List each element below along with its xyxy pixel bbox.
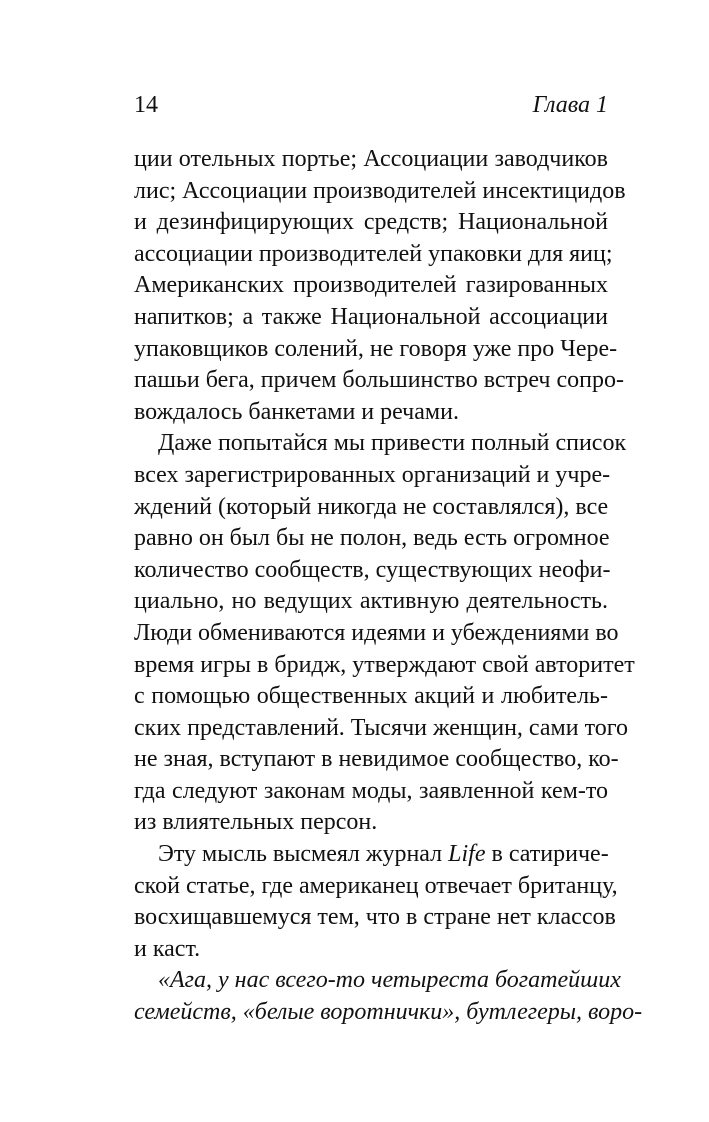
text-line: количество сообществ, существующих неофи- [134, 556, 611, 583]
page-header [134, 88, 608, 122]
text-line: восхищавшемуся тем, что в стране нет классов [134, 904, 616, 931]
text-line: ждений (который никогда не составлялся), все [134, 493, 609, 520]
text-line: ции отельных портье; Ассоциации заводчиков [134, 146, 608, 172]
text-segment: Эту мысль высмеял журнал [158, 841, 449, 868]
text-line: из влиятельных персон. [134, 809, 378, 836]
text-line: упаковщиков солений, не говоря уже про Чере- [134, 335, 618, 362]
text-line: и дезинфицирующих средств; Национальной [134, 209, 608, 236]
body-text [134, 144, 643, 1029]
text-line: время игры в бридж, утверждают свой авторитет [134, 651, 635, 678]
text-line: вождалось банкетами и речами. [134, 398, 459, 425]
text-line: гда следуют законам моды, заявленной кем-то [134, 777, 608, 804]
text-line: Американских производителей газированных [134, 272, 608, 299]
text-line: ских представлений. Тысячи женщин, сами того [134, 714, 628, 741]
text-line: всех зарегистрированных организаций и учре- [134, 461, 611, 488]
text-line: равно он был бы не полон, ведь есть огромное [134, 525, 610, 552]
chapter-running-head: Глава 1 [532, 92, 608, 118]
text-line: циально, но ведущих активную деятельность. [134, 588, 608, 615]
page-number: 14 [134, 92, 158, 118]
text-line: с помощью общественных акций и любитель- [134, 683, 608, 710]
text-line: Даже попытайся мы привести полный список [158, 430, 627, 457]
text-segment: в сатириче- [485, 841, 609, 868]
text-line: лис; Ассоциации производителей инсектицидов [134, 177, 626, 204]
text-line: ской статье, где американец отвечает британцу, [134, 872, 618, 899]
text-line: ассоциации производителей упаковки для яиц; [134, 240, 613, 267]
text-line: пашьи бега, причем большинство встреч сопро- [134, 367, 624, 394]
text-line: семейств, «белые воротнички», бутлегеры, воро- [134, 999, 643, 1026]
text-line: «Ага, у нас всего-то четыреста богатейших [158, 967, 621, 994]
text-line: напитков; а также Национальной ассоциации [134, 303, 608, 330]
text-line: и каст. [134, 935, 201, 962]
italic-text-segment: Life [448, 841, 486, 868]
text-line: не зная, вступают в невидимое сообщество, ко- [134, 746, 619, 773]
text-line [134, 839, 608, 871]
text-line: Люди обмениваются идеями и убеждениями во [134, 619, 619, 646]
